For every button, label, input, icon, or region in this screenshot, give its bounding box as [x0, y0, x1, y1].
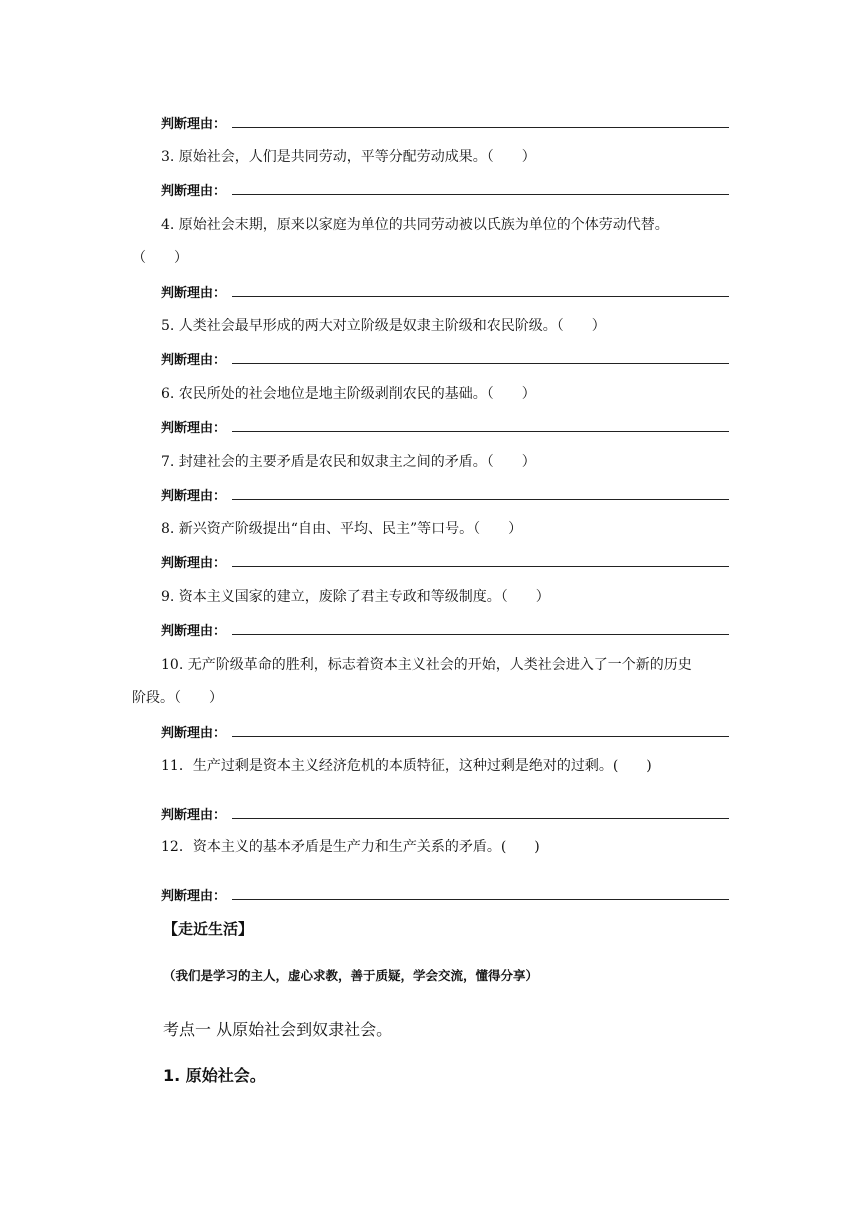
reason-label: 判断理由： — [161, 624, 227, 639]
question-12: 12．资本主义的基本矛盾是生产力和生产关系的矛盾。( ) — [161, 839, 540, 855]
answer-line[interactable] — [232, 194, 729, 195]
question-11: 11．生产过剩是资本主义经济危机的本质特征，这种过剩是绝对的过剩。( ) — [161, 758, 652, 774]
answer-line[interactable] — [232, 296, 729, 297]
answer-line[interactable] — [232, 899, 729, 900]
answer-line[interactable] — [232, 634, 729, 635]
question-8: 8. 新兴资产阶级提出“自由、平均、民主”等口号。（ ） — [161, 521, 523, 537]
question-9: 9. 资本主义国家的建立，废除了君主专政和等级制度。（ ） — [161, 589, 550, 605]
question-6: 6. 农民所处的社会地位是地主阶级剥削农民的基础。（ ） — [161, 386, 536, 402]
reason-label: 判断理由： — [161, 421, 227, 436]
answer-line[interactable] — [232, 818, 729, 819]
question-4-bracket: （ ） — [132, 250, 188, 266]
reason-label: 判断理由： — [161, 286, 227, 301]
answer-line[interactable] — [232, 566, 729, 567]
question-10-cont: 阶段。（ ） — [132, 690, 223, 706]
question-7: 7. 封建社会的主要矛盾是农民和奴隶主之间的矛盾。（ ） — [161, 454, 536, 470]
answer-line[interactable] — [232, 499, 729, 500]
section-motto: （我们是学习的主人，虚心求教，善于质疑，学会交流，懂得分享） — [163, 968, 539, 983]
reason-label: 判断理由： — [161, 489, 227, 504]
reason-label: 判断理由： — [161, 726, 227, 741]
reason-label: 判断理由： — [161, 117, 227, 132]
question-10: 10. 无产阶级革命的胜利，标志着资本主义社会的开始，人类社会进入了一个新的历史 — [161, 657, 692, 673]
answer-line[interactable] — [232, 127, 729, 128]
question-4: 4. 原始社会末期，原来以家庭为单位的共同劳动被以氏族为单位的个体劳动代替。 — [161, 217, 669, 233]
answer-line[interactable] — [232, 736, 729, 737]
answer-line[interactable] — [232, 431, 729, 432]
reason-label: 判断理由： — [161, 353, 227, 368]
section-title: 【走近生活】 — [163, 920, 254, 938]
point-title: 考点一 从原始社会到奴隶社会。 — [163, 1020, 393, 1039]
reason-label: 判断理由： — [161, 556, 227, 571]
reason-label: 判断理由： — [161, 184, 227, 199]
answer-line[interactable] — [232, 363, 729, 364]
reason-label: 判断理由： — [161, 889, 227, 904]
question-5: 5. 人类社会最早形成的两大对立阶级是奴隶主阶级和农民阶级。（ ） — [161, 318, 606, 334]
subpoint-title: 1. 原始社会。 — [163, 1066, 266, 1085]
reason-label: 判断理由： — [161, 808, 227, 823]
question-3: 3. 原始社会，人们是共同劳动，平等分配劳动成果。（ ） — [161, 149, 536, 165]
